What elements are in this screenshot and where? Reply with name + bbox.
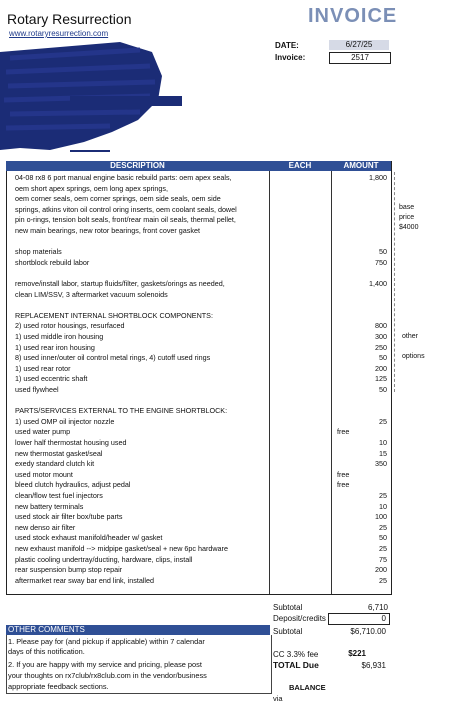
comment-line: days of this notification. — [8, 647, 85, 656]
via-label: via — [273, 694, 283, 703]
row-amount — [329, 268, 387, 278]
margin-note-base: base — [399, 204, 415, 211]
comment-line: appropriate feedback sections. — [8, 682, 109, 691]
row-description: 1) used OMP oil injector nozzle — [15, 416, 115, 426]
row-amount — [329, 396, 387, 406]
subtotal-label: Subtotal — [273, 603, 303, 612]
row-description: aftermarket rear sway bar end link, installed — [15, 575, 155, 585]
row-amount: 250 — [375, 342, 387, 352]
row-amount: 200 — [375, 363, 387, 373]
row-amount: 25 — [379, 522, 387, 532]
row-description: plastic cooling undertray/ducting, hardware, clips, install — [15, 554, 193, 564]
row-description: 04-08 rx8 6 port manual engine basic rebuild parts: oem apex seals, — [15, 173, 232, 182]
cc-fee-value: $221 — [348, 649, 366, 658]
row-description: used stock air filter box/tube parts — [15, 512, 123, 522]
row-description: lower half thermostat housing used — [15, 438, 127, 447]
row-description: shop materials — [15, 247, 62, 257]
row-description: used water pump — [15, 427, 71, 437]
date-label: DATE: — [275, 41, 299, 50]
row-amount: 350 — [375, 459, 387, 469]
table-header — [6, 161, 391, 171]
row-amount: 125 — [375, 374, 387, 384]
row-amount — [329, 194, 387, 204]
row-description: new battery terminals — [15, 501, 84, 511]
total-due-label: TOTAL Due — [273, 660, 319, 670]
amount-header: AMOUNT — [343, 161, 379, 170]
subtotal-value: 6,710 — [367, 603, 388, 612]
row-description: used flywheel — [15, 385, 59, 394]
row-amount — [329, 237, 387, 247]
margin-note-other: other — [402, 333, 418, 340]
subtotal2-value: $6,710.00 — [350, 627, 386, 636]
row-amount: 200 — [375, 565, 387, 575]
row-amount: 25 — [379, 416, 387, 426]
row-description: used motor mount — [15, 469, 73, 479]
row-description: remove/install labor, startup fluids/filter, gaskets/orings as needed, — [15, 279, 225, 288]
comment-line: your thoughts on rx7club/rx8club.com in the vendor/business — [8, 671, 207, 680]
row-description: new thermostat gasket/seal — [15, 448, 103, 458]
row-amount: 25 — [379, 491, 387, 500]
row-each: free — [337, 469, 350, 479]
total-due-value: $6,931 — [361, 661, 386, 670]
row-amount — [329, 184, 387, 194]
row-amount: 50 — [379, 533, 387, 543]
row-description: new denso air filter — [15, 522, 76, 532]
row-description: shortblock rebuild labor — [15, 257, 90, 267]
row-each: free — [337, 480, 350, 490]
row-description: used stock exhaust manifold/header w/ gasket — [15, 533, 163, 543]
row-amount — [329, 226, 387, 236]
row-description: pin o-rings, tension bolt seals, front/rear main oil seals, thermal pellet, — [15, 215, 236, 225]
invoice-number-label: Invoice: — [275, 53, 306, 62]
row-amount — [329, 205, 387, 215]
company-website-link[interactable]: www.rotaryresurrection.com — [9, 29, 109, 38]
row-description: 1) used eccentric shaft — [15, 374, 88, 384]
invoice-title: INVOICE — [308, 5, 398, 27]
margin-bracket — [394, 172, 396, 392]
row-description: clean LIM/SSV, 3 aftermarket vacuum solenoids — [15, 289, 168, 299]
redaction-scribble — [0, 38, 200, 158]
deposit-label: Deposit/credits — [273, 614, 326, 623]
row-description: rear suspension bump stop repair — [15, 565, 123, 575]
row-amount — [329, 290, 387, 300]
row-description: 2) used rotor housings, resurfaced — [15, 321, 125, 331]
row-description: new exhaust manifold --> midpipe gasket/seal + new 6pc hardware — [15, 544, 228, 553]
comment-line: 1. Please pay for (and pickup if applicable) within 7 calendar — [8, 637, 205, 646]
row-amount: 50 — [379, 247, 387, 257]
other-comments-header: OTHER COMMENTS — [6, 625, 270, 635]
row-description: exedy standard clutch kit — [15, 459, 95, 469]
row-amount — [329, 215, 387, 225]
row-description: springs, atkins viton oil control oring inserts, oem coolant seals, dowel — [15, 204, 237, 214]
row-description: 1) used middle iron housing — [15, 332, 104, 341]
row-amount: 25 — [379, 544, 387, 553]
row-amount: 50 — [379, 353, 387, 363]
row-amount: 75 — [379, 554, 387, 564]
row-amount: 10 — [379, 438, 387, 447]
row-description: 8) used inner/outer oil control metal rings, 4) cutoff used rings — [15, 353, 211, 363]
invoice-number-value: 2517 — [329, 52, 391, 64]
row-description: new main bearings, new rotor bearings, front cover gasket — [15, 226, 200, 235]
row-amount — [329, 480, 387, 490]
row-amount: 15 — [379, 448, 387, 458]
row-description: clean/flow test fuel injectors — [15, 491, 103, 500]
row-amount — [329, 427, 387, 437]
comment-line: 2. If you are happy with my service and pricing, please post — [8, 660, 202, 669]
row-amount — [329, 406, 387, 416]
row-amount: 1,800 — [369, 173, 387, 182]
row-amount: 1,400 — [369, 279, 387, 288]
margin-note-base-amount: $4000 — [399, 224, 419, 231]
row-description: REPLACEMENT INTERNAL SHORTBLOCK COMPONENTS: — [15, 310, 213, 320]
balance-label: BALANCE — [289, 683, 326, 692]
subtotal2-label: Subtotal — [273, 627, 303, 636]
row-description: PARTS/SERVICES EXTERNAL TO THE ENGINE SHORTBLOCK: — [15, 406, 228, 416]
margin-note-price: price — [399, 214, 415, 221]
row-description: 1) used rear rotor — [15, 363, 71, 373]
company-name: Rotary Resurrection — [7, 11, 132, 27]
deposit-value: 0 — [381, 614, 386, 623]
row-each: free — [337, 427, 350, 437]
row-amount: 50 — [379, 385, 387, 394]
description-header: DESCRIPTION — [110, 161, 165, 170]
row-amount: 10 — [379, 501, 387, 511]
cc-fee-label: CC 3.3% fee — [273, 650, 319, 659]
each-header: EACH — [288, 161, 312, 170]
margin-note-options: options — [402, 353, 425, 360]
row-description: bleed clutch hydraulics, adjust pedal — [15, 480, 131, 490]
line-items-table — [6, 161, 392, 595]
row-description: oem short apex springs, oem long apex springs, — [15, 183, 169, 193]
row-amount — [329, 470, 387, 480]
row-amount: 750 — [375, 257, 387, 267]
row-description: 1) used rear iron housing — [15, 342, 95, 352]
row-amount — [329, 300, 387, 310]
row-amount: 800 — [375, 321, 387, 331]
row-description: oem corner seals, oem corner springs, oem side seals, oem side — [15, 194, 221, 204]
row-amount: 300 — [375, 332, 387, 341]
row-amount — [329, 311, 387, 321]
date-value: 6/27/25 — [329, 40, 389, 50]
row-amount: 25 — [379, 575, 387, 585]
row-amount: 100 — [375, 512, 387, 522]
column-divider — [269, 162, 270, 594]
